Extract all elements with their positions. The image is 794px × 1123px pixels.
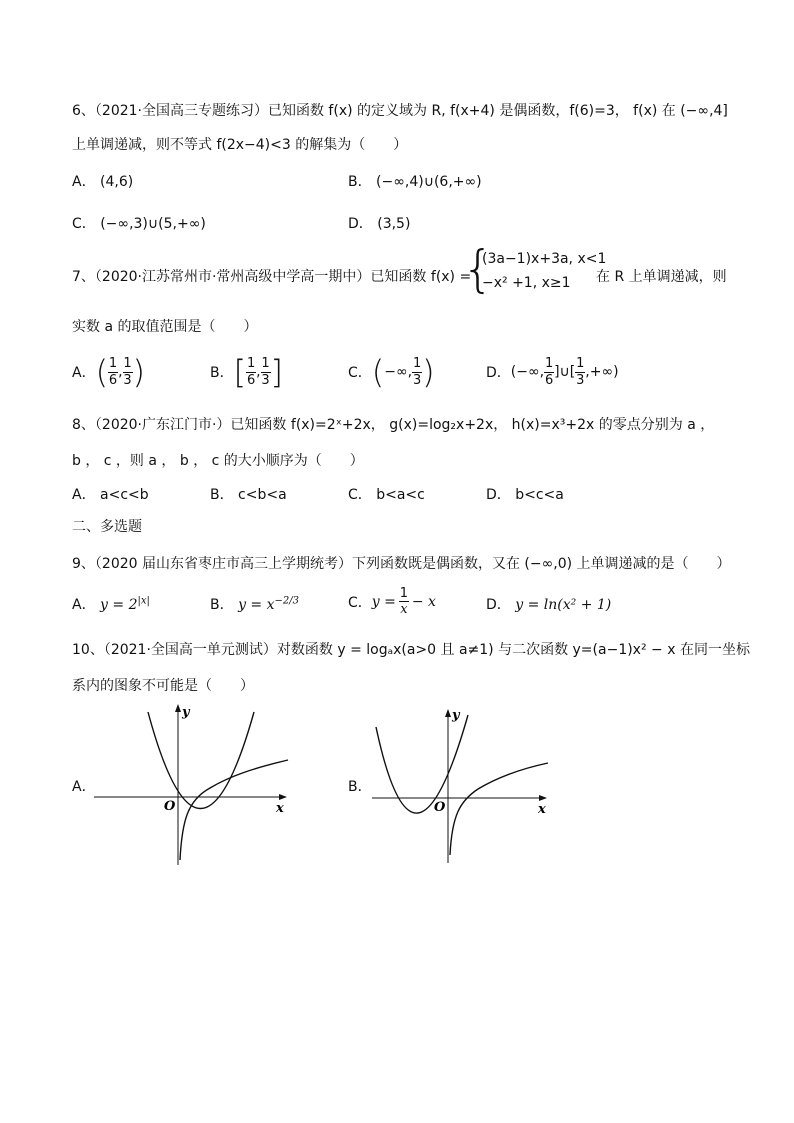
option-label: B． [210, 365, 234, 381]
exponent: |x| [137, 595, 150, 607]
numerator: 1 [108, 355, 118, 371]
section-heading: 二、多选题 [72, 519, 142, 535]
x-axis-label: x [276, 801, 284, 816]
q7-piecewise [462, 240, 607, 299]
q7-option-a [72, 352, 145, 392]
numerator: 1 [246, 355, 256, 371]
q6-option-c: C． (−∞,3)∪(5,+∞) [72, 216, 206, 232]
q8-option-d: D． b<c<a [486, 487, 564, 503]
q7-line2: 实数 a 的取值范围是（ ） [72, 319, 258, 335]
q10-figure-b-label: B． [348, 779, 372, 795]
q10-figure-a [92, 700, 292, 865]
interval-part2: ]∪[ [554, 364, 576, 380]
expression: y = ln(x² + 1) [515, 597, 612, 613]
denominator: 6 [246, 372, 256, 388]
denominator: 6 [108, 372, 118, 388]
right-bracket: ] [270, 353, 284, 391]
x-axis-arrow [539, 795, 547, 801]
q6-option-d: D． (3,5) [348, 216, 411, 232]
expression-base: y = 2 [100, 597, 138, 613]
log-curve [180, 760, 288, 860]
q6-line2: 上单调递减，则不等式 f(2x−4)<3 的解集为（ ） [72, 137, 408, 153]
right-bracket: ) [422, 353, 435, 391]
left-bracket: ( [95, 353, 109, 391]
q8-line1: 8、（2020·广东江门市·）已知函数 f(x)=2ˣ+2x， g(x)=log₂x+2x， h(x)=x³+2x 的零点分别为 a ， [72, 417, 715, 433]
q10-figure-b [370, 705, 560, 865]
denominator: 3 [576, 372, 585, 388]
q7-case2: −x² +1, x≥1 [482, 275, 571, 291]
q7-option-b [210, 352, 283, 392]
origin-label: O [434, 800, 446, 815]
q10-line1: 10、（2021·全国高一单元测试）对数函数 y = logₐx(a>0 且 a≠1) 与二次函数 y=(a−1)x² − x 在同一坐标 [72, 642, 750, 658]
numerator: 1 [261, 355, 270, 371]
q7-tail: 在 R 上单调递减，则 [596, 269, 727, 285]
q9-option-d [486, 594, 611, 614]
numerator: 1 [399, 586, 409, 601]
left-bracket: ( [371, 353, 385, 391]
expression-post: − x [411, 593, 436, 610]
separator: , [118, 364, 123, 380]
x-axis-label: x [538, 802, 546, 817]
y-axis-arrow [445, 709, 451, 717]
q10-figure-a-label: A． [72, 779, 96, 795]
q7-option-d [486, 352, 619, 392]
left-bracket: [ [233, 353, 247, 391]
numerator: 1 [412, 355, 422, 371]
q7-case1: (3a−1)x+3a, x<1 [482, 251, 607, 267]
brace: { [462, 240, 494, 298]
interval-part3: ,+∞) [585, 364, 619, 380]
q6-line1: 6、（2021·全国高三专题练习）已知函数 f(x) 的定义域为 R, f(x+4) 是偶函数，f(6)=3， f(x) 在 (−∞,4] [72, 103, 728, 119]
denominator: x [400, 602, 408, 617]
q8-option-c: C． b<a<c [348, 487, 425, 503]
option-label: A． [72, 365, 96, 381]
expression-pre: y = [371, 593, 396, 610]
log-curve [450, 763, 548, 855]
origin-label: O [164, 799, 176, 814]
option-label: D． [486, 365, 511, 381]
interval-part1: (−∞, [510, 364, 545, 380]
q8-option-b: B． c<b<a [210, 487, 287, 503]
y-axis-label: y [452, 708, 460, 723]
exponent: −2/3 [274, 595, 299, 607]
q9-option-c [348, 586, 436, 617]
q9-line1: 9、（2020 届山东省枣庄市高三上学期统考）下列函数既是偶函数，又在 (−∞,0) 上单调递减的是（ ） [72, 556, 731, 572]
option-label: D． [486, 597, 511, 613]
q10-line2: 系内的图象不可能是（ ） [72, 678, 254, 694]
q9-option-a [72, 594, 150, 614]
y-axis-label: y [182, 705, 190, 720]
numerator: 1 [123, 355, 132, 371]
right-bracket: ) [132, 353, 145, 391]
denominator: 3 [261, 372, 270, 388]
denominator: 3 [123, 372, 132, 388]
option-label: C． [348, 594, 372, 611]
numerator: 1 [544, 355, 554, 371]
q8-line2: b ， c ，则 a ， b ， c 的大小顺序为（ ） [72, 453, 364, 469]
numerator: 1 [576, 355, 585, 371]
option-label: C． [348, 365, 372, 381]
q8-option-a: A． a<c<b [72, 487, 149, 503]
q6-option-a: A． (4,6) [72, 174, 134, 190]
q9-option-b [210, 594, 299, 614]
expression-base: y = x [238, 597, 275, 613]
q7-lead: 7、（2020·江苏常州市·常州高级中学高一期中）已知函数 f(x) = [72, 269, 472, 285]
q7-option-c [348, 352, 435, 392]
separator: , [256, 364, 261, 380]
option-label: B． [210, 597, 234, 613]
option-label: A． [72, 597, 96, 613]
y-axis-arrow [175, 704, 181, 712]
denominator: 6 [544, 372, 554, 388]
q6-option-b: B． (−∞,4)∪(6,+∞) [348, 174, 482, 190]
x-axis-arrow [279, 794, 287, 800]
interval-start: −∞, [384, 364, 413, 380]
denominator: 3 [412, 372, 422, 388]
